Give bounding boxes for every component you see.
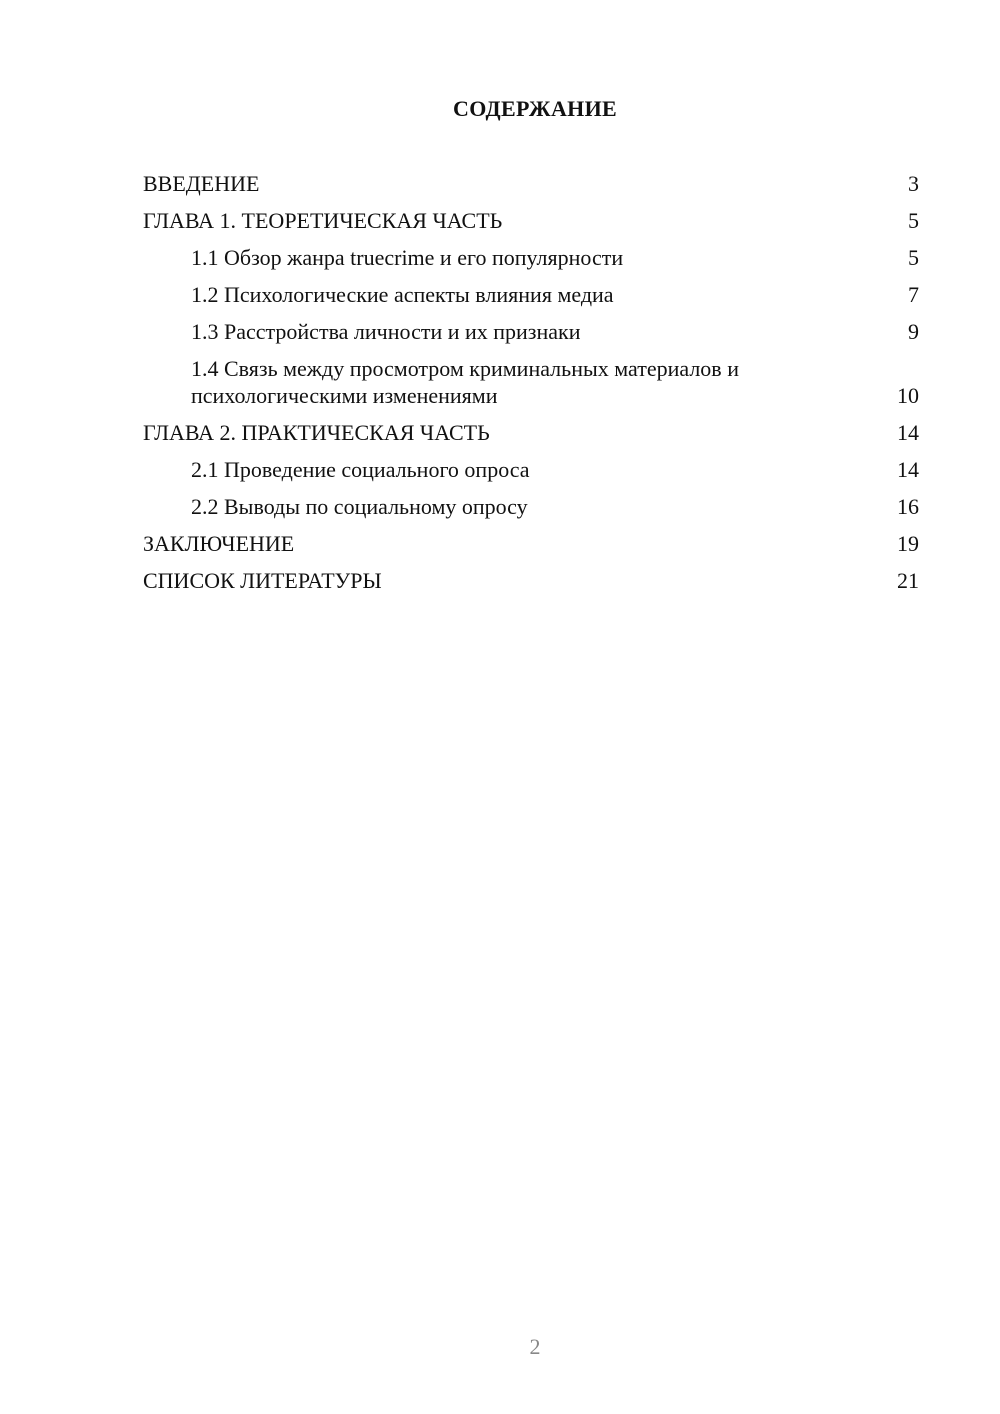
- toc-entry-label: ГЛАВА 2. ПРАКТИЧЕСКАЯ ЧАСТЬ: [143, 420, 490, 445]
- toc-entry-references[interactable]: [143, 567, 919, 594]
- table-of-contents: [143, 170, 919, 604]
- toc-entry-label: СПИСОК ЛИТЕРАТУРЫ: [143, 568, 382, 593]
- toc-entry-label: ЗАКЛЮЧЕНИЕ: [143, 531, 295, 556]
- toc-entry-label: 1.3 Расстройства личности и их признаки: [191, 319, 581, 344]
- toc-entry-conclusion[interactable]: [143, 530, 919, 557]
- toc-entry-label: ГЛАВА 1. ТЕОРЕТИЧЕСКАЯ ЧАСТЬ: [143, 208, 503, 233]
- toc-entry-page: 10: [897, 383, 919, 408]
- toc-entry-label: 2.2 Выводы по социальному опросу: [191, 494, 528, 519]
- toc-entry-page: 7: [908, 282, 919, 307]
- toc-entry-page: 19: [897, 531, 919, 556]
- toc-entry-page: 14: [897, 457, 919, 482]
- toc-entry-label: ВВЕДЕНИЕ: [143, 171, 260, 196]
- toc-entry-label: 2.1 Проведение социального опроса: [191, 457, 530, 482]
- toc-entry-label: 1.2 Психологические аспекты влияния медиа: [191, 282, 614, 307]
- toc-entry-page: 9: [908, 319, 919, 344]
- toc-title: СОДЕРЖАНИЕ: [453, 96, 617, 121]
- toc-entry-section-1-4[interactable]: [143, 355, 919, 409]
- toc-entry-page: 21: [897, 568, 919, 593]
- toc-entry-chapter-2[interactable]: [143, 419, 919, 446]
- toc-entry-page: 3: [908, 171, 919, 196]
- toc-entry-section-2-2[interactable]: [143, 493, 919, 520]
- toc-entry-label: 1.1 Обзор жанра truecrime и его популярности: [191, 245, 624, 270]
- toc-entry-section-1-3[interactable]: [143, 318, 919, 345]
- toc-entry-page: 5: [908, 245, 919, 270]
- toc-entry-section-2-1[interactable]: [143, 456, 919, 483]
- toc-entry-label: 1.4 Связь между просмотром криминальных материалов и психологическими изменениями: [191, 356, 739, 408]
- toc-entry-page: 14: [897, 420, 919, 445]
- page-number: 2: [529, 1334, 541, 1359]
- toc-entry-introduction[interactable]: [143, 170, 919, 197]
- toc-entry-chapter-1[interactable]: [143, 207, 919, 234]
- toc-entry-section-1-2[interactable]: [143, 281, 919, 308]
- toc-entry-page: 5: [908, 208, 919, 233]
- toc-entry-page: 16: [897, 494, 919, 519]
- toc-entry-section-1-1[interactable]: [143, 244, 919, 271]
